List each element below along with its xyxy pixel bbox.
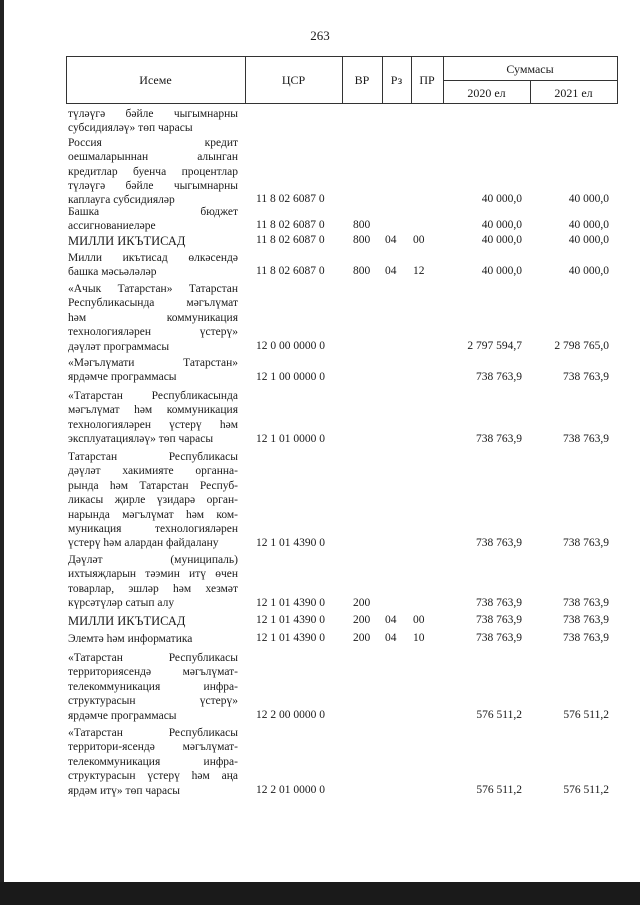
row-csr: 12 1 01 4390 0 <box>256 597 325 609</box>
row-sum-2020: 40 000,0 <box>481 234 522 246</box>
row-name-line: территори-ясендә мәгълүмат- <box>68 741 238 754</box>
row-name-line: оешмаларыннан алынган <box>68 151 238 164</box>
row-name <box>68 553 238 611</box>
row-sum-2021: 576 511,2 <box>563 709 609 721</box>
row-name <box>68 632 238 646</box>
row-name-line: мәгълүмат һәм коммуникация <box>68 404 238 417</box>
row-sum-2021: 40 000,0 <box>568 219 609 231</box>
row-sum-2021: 40 000,0 <box>568 265 609 277</box>
row-csr: 12 1 01 0000 0 <box>256 433 325 445</box>
row-name-line: ликасы җирле үзидарә орган- <box>68 494 238 507</box>
header-rz: Рз <box>390 73 403 87</box>
row-name-line: структурасын үстерү» <box>68 695 238 708</box>
row-vr: 200 <box>353 597 371 609</box>
row-vr: 200 <box>353 632 371 644</box>
row-sum-2020: 738 763,9 <box>476 614 522 626</box>
row-pr: 10 <box>413 632 425 644</box>
header-pr: ПР <box>419 73 435 87</box>
row-name <box>68 651 238 723</box>
row-csr: 11 8 02 6087 0 <box>256 265 325 277</box>
row-name-line: ихтыяҗларын тәэмин итү өчен <box>68 568 238 581</box>
row-name-line: Россия кредит <box>68 136 238 149</box>
row-pr: 00 <box>413 234 425 246</box>
row-name-line: товарлар, эшләр һәм хезмәт <box>68 582 238 595</box>
page-number: 263 <box>310 28 330 43</box>
row-name-line: үстерү һәм алардан файдалану <box>68 537 219 550</box>
row-vr: 800 <box>353 219 371 231</box>
table-row <box>0 107 640 209</box>
row-csr: 11 8 02 6087 0 <box>256 193 325 205</box>
row-sum-2021: 738 763,9 <box>563 537 609 549</box>
row-name-line: Милли икътисад өлкәсендә <box>68 252 238 264</box>
table-row <box>0 251 640 281</box>
row-name <box>68 356 238 385</box>
row-name-line: Дәүләт (муниципаль) <box>68 554 238 566</box>
row-name-line: «Ачык Татарстан» Татарстан <box>68 283 238 295</box>
row-sum-2020: 40 000,0 <box>481 219 522 231</box>
row-csr: 12 1 01 4390 0 <box>256 632 325 644</box>
header-sums: Суммасы <box>506 62 554 76</box>
row-name-line: ассигнованиеләре <box>68 220 156 233</box>
row-name <box>68 726 238 798</box>
table-row <box>0 282 640 354</box>
row-name-line: эксплуатацияләү» төп чарасы <box>68 433 214 446</box>
table-row <box>0 356 640 386</box>
row-name-line: рында һәм Татарстан Респуб- <box>68 479 238 492</box>
table-row <box>0 651 640 723</box>
row-name-line: территориясендә мәгълүмат- <box>68 666 238 679</box>
row-name-line: структурасын үстерү һәм аңа <box>68 770 238 783</box>
row-csr: 12 2 01 0000 0 <box>256 784 325 796</box>
table-row <box>0 614 640 631</box>
row-sum-2020: 738 763,9 <box>476 371 522 383</box>
row-sum-2021: 2 798 765,0 <box>554 340 609 352</box>
row-name <box>68 251 238 280</box>
row-name-line: Башка бюджет <box>68 206 238 218</box>
header-subdivider <box>443 80 617 81</box>
row-sum-2020: 2 797 594,7 <box>467 340 522 352</box>
row-name-line: МИЛЛИ ИКЪТИСАД <box>68 614 186 628</box>
row-sum-2021: 738 763,9 <box>563 371 609 383</box>
row-name-line: МИЛЛИ ИКЪТИСАД <box>68 234 186 248</box>
row-name-line: каплауга субсидияләр <box>68 194 175 207</box>
row-sum-2021: 576 511,2 <box>563 784 609 796</box>
row-sum-2020: 40 000,0 <box>481 193 522 205</box>
header-2021: 2021 ел <box>554 86 593 100</box>
row-sum-2020: 40 000,0 <box>481 265 522 277</box>
row-name-line: субсидияләү» төп чарасы <box>68 122 193 135</box>
row-name-line: телекоммуникация инфра- <box>68 680 238 693</box>
table-row <box>0 632 640 649</box>
row-pr: 12 <box>413 265 425 277</box>
row-name-line: муникация технологияләрен <box>68 523 238 536</box>
row-name <box>68 107 238 208</box>
row-name-line: технологияләрен үстерү һәм <box>68 418 238 431</box>
row-name-line: «Татарстан Республикасында <box>68 390 238 402</box>
table-border-right <box>617 56 618 104</box>
row-name <box>68 614 238 628</box>
row-name-line: «Татарстан Республикасы <box>68 652 238 664</box>
row-name-line: дәүләт программасы <box>68 340 170 353</box>
row-sum-2021: 738 763,9 <box>563 614 609 626</box>
row-name-line: Татарстан Республикасы <box>68 451 238 463</box>
row-name-line: кредитлар буенча процентлар <box>68 165 238 178</box>
row-name-line: һәм коммуникация <box>68 311 238 324</box>
table-row <box>0 726 640 798</box>
row-name <box>68 282 238 354</box>
row-sum-2020: 738 763,9 <box>476 597 522 609</box>
row-sum-2020: 576 511,2 <box>476 709 522 721</box>
row-csr: 12 1 00 0000 0 <box>256 371 325 383</box>
row-csr: 11 8 02 6087 0 <box>256 234 325 246</box>
row-csr: 12 0 00 0000 0 <box>256 340 325 352</box>
row-name-line: Республикасында мәгълүмат <box>68 297 238 310</box>
table-row <box>0 389 640 447</box>
row-name-line: күрсәтүләр сатып алу <box>68 597 175 610</box>
row-name <box>68 450 238 551</box>
row-vr: 800 <box>353 234 371 246</box>
row-sum-2020: 738 763,9 <box>476 632 522 644</box>
row-name-line: ярдәмче программасы <box>68 371 177 384</box>
row-rz: 04 <box>385 614 397 626</box>
row-sum-2020: 738 763,9 <box>476 537 522 549</box>
table-row <box>0 234 640 251</box>
row-name <box>68 205 238 234</box>
row-sum-2021: 40 000,0 <box>568 234 609 246</box>
row-csr: 11 8 02 6087 0 <box>256 219 325 231</box>
row-vr: 800 <box>353 265 371 277</box>
row-name-line: ярдәм итү» төп чарасы <box>68 784 180 797</box>
row-rz: 04 <box>385 265 397 277</box>
header-vr: ВР <box>354 73 370 87</box>
row-name-line: Элемтә һәм информатика <box>68 633 193 645</box>
row-name-line: технологияләрен үстерү» <box>68 326 238 339</box>
row-name-line: «Мәгълүмати Татарстан» <box>68 357 238 369</box>
row-name-line: башка мәсьәләләр <box>68 266 157 279</box>
row-csr: 12 1 01 4390 0 <box>256 614 325 626</box>
scan-border-bottom <box>0 882 640 905</box>
row-sum-2021: 738 763,9 <box>563 597 609 609</box>
row-rz: 04 <box>385 234 397 246</box>
row-sum-2021: 40 000,0 <box>568 193 609 205</box>
row-name-line: түләүгә бәйле чыгымнарны <box>68 180 238 193</box>
row-name <box>68 389 238 447</box>
row-sum-2020: 738 763,9 <box>476 433 522 445</box>
row-name-line: «Татарстан Республикасы <box>68 727 238 739</box>
header-name: Исеме <box>139 73 172 87</box>
row-sum-2021: 738 763,9 <box>563 433 609 445</box>
row-vr: 200 <box>353 614 371 626</box>
row-name-line: телекоммуникация инфра- <box>68 755 238 768</box>
row-rz: 04 <box>385 632 397 644</box>
row-name-line: түләүгә бәйле чыгымнарны <box>68 108 238 120</box>
row-csr: 12 1 01 4390 0 <box>256 537 325 549</box>
row-sum-2021: 738 763,9 <box>563 632 609 644</box>
row-csr: 12 2 00 0000 0 <box>256 709 325 721</box>
row-name-line: дәүләт хакимияте органна- <box>68 465 238 478</box>
table-row <box>0 205 640 235</box>
table-row <box>0 450 640 552</box>
row-name <box>68 234 238 248</box>
header-csr: ЦСР <box>281 73 306 87</box>
row-name-line: ярдәмче программасы <box>68 709 177 722</box>
header-2020: 2020 ел <box>467 86 506 100</box>
row-sum-2020: 576 511,2 <box>476 784 522 796</box>
table-row <box>0 553 640 611</box>
row-pr: 00 <box>413 614 425 626</box>
row-name-line: нарында мәгълүмат һәм ком- <box>68 508 238 521</box>
